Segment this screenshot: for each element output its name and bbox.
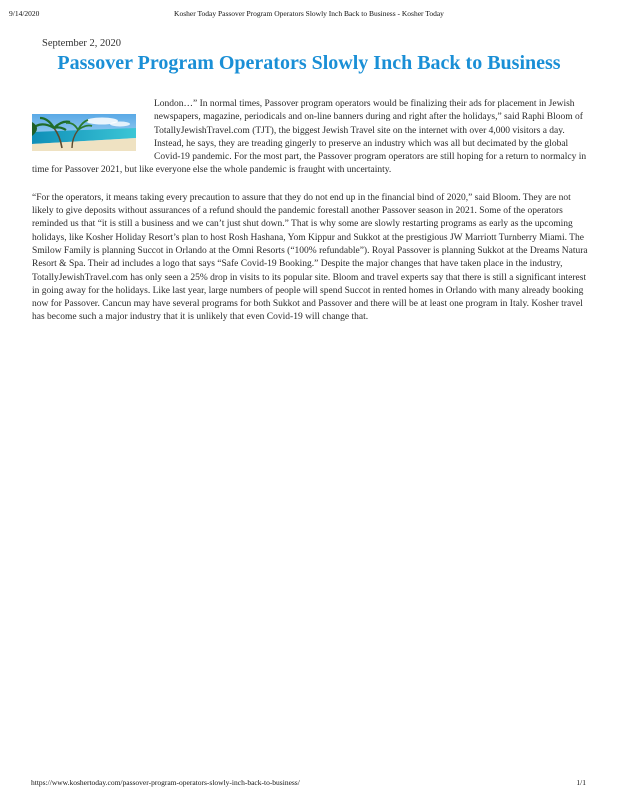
- print-header: [0, 9, 618, 23]
- print-date: 9/14/2020: [9, 9, 40, 18]
- article-headline[interactable]: Passover Program Operators Slowly Inch Back to Business: [57, 52, 561, 74]
- beach-photo: [32, 114, 136, 151]
- article-paragraph: London…” In normal times, Passover program operators would be finalizing their ads for placement in Jewish newspapers, magazine, periodicals and on-line banners during and right after the holidays,” said Raphi Bloom of TotallyJewishTravel.com (TJT), the biggest Jewish Travel site on the internet with over 4,000 visitors a day. Instead, he says, they are treading gingerly to preserve an industry which was all but decimated by the global Covid-19 pandemic. For the most part, the Passover program operators are still hoping for a return to normalcy in time for Passover 2021, but like everyone else the whole pandemic is fraught with uncertainty.: [32, 99, 587, 176]
- photo-cloud: [110, 122, 130, 127]
- article-date: September 2, 2020: [42, 38, 122, 49]
- print-footer: [0, 778, 618, 790]
- page-count: 1/1: [576, 778, 586, 787]
- print-url[interactable]: https://www.koshertoday.com/passover-program-operators-slowly-inch-back-to-business/: [31, 778, 300, 787]
- article-paragraph: “For the operators, it means taking every precaution to assure that they do not end up in the financial bind of 2020,” said Bloom. They are not likely to give deposits without assurances of a refund should the pandemic forestall another Passover season in 2021. Some of the operators reminded us that “it is still a business and we can’t just shut down.” That is why some are slowly restarting programs as early as the upcoming holidays, like Kosher Holiday Resort’s plan to host Rosh Hashana, Yom Kippur and Sukkot at the prestigious JW Marriott Turnberry Miami. The Smilow Family is planning Succot in Orlando at the Omni Resorts (“100% refundable”). Royal Passover is planning Sukkot at the Dreams Natura Resort & Spa. Their ad includes a logo that says “Safe Covid-19 Booking.” Despite the major changes that have taken place in the industry, TotallyJewishTravel.com has only seen a 25% drop in visits to its popular site. Bloom and travel experts say that there is still a significant interest in going away for the holidays. Like last year, large numbers of people will spend Succot in rented homes in Orlando with many already booking now for Passover. Cancun may have several programs for both Sukkot and Passover and there will be at least one program in Italy. Kosher travel has become such a major industry that it is unlikely that even Covid-19 will change that.: [32, 192, 588, 323]
- article-body: [32, 98, 588, 339]
- print-page-title: Kosher Today Passover Program Operators Slowly Inch Back to Business - Kosher Today: [174, 9, 444, 18]
